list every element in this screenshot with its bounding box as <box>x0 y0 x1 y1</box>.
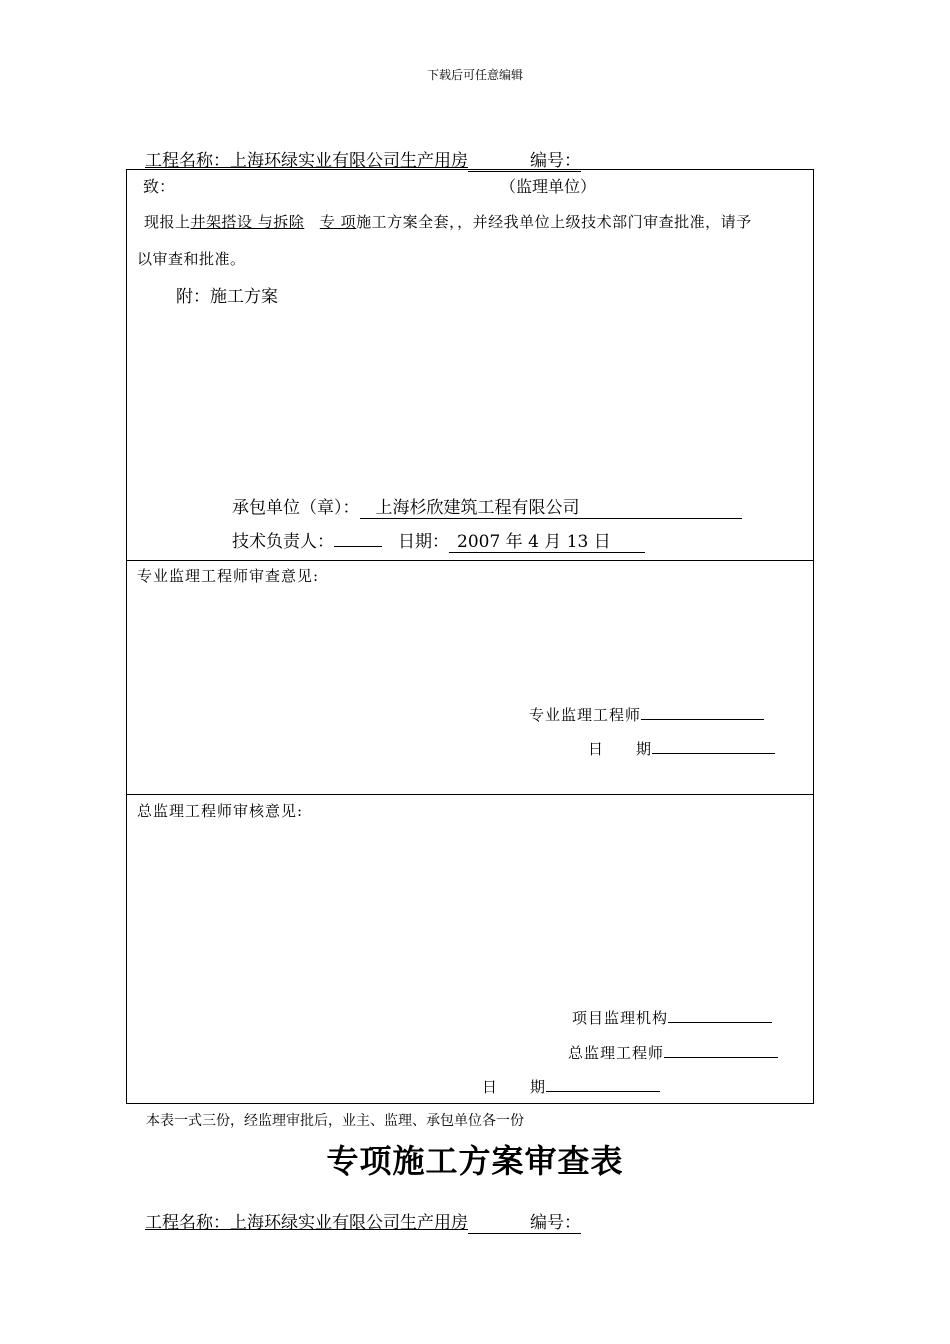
specialist-engineer-blank[interactable] <box>641 703 764 720</box>
date-value: 2007 年 4 月 13 日 <box>457 532 611 552</box>
chief-date-blank[interactable] <box>546 1075 660 1092</box>
chief-engineer-label: 总监理工程师 <box>568 1044 665 1062</box>
header-note: 下载后可任意编辑 <box>426 68 523 82</box>
contractor-name: 上海杉欣建筑工程有限公司 <box>375 498 580 518</box>
project-number-label: 编号： <box>530 151 581 171</box>
divider-2 <box>126 794 814 795</box>
page-title: 专项施工方案审查表 <box>326 1142 624 1180</box>
project2-name: 上海环绿实业有限公司生产用房 <box>230 1213 468 1233</box>
divider-1 <box>126 560 814 561</box>
form-frame <box>126 169 814 1104</box>
chief-date-line <box>482 1075 660 1097</box>
body-item: 井架搭设 与拆除 <box>190 213 305 231</box>
chief-heading: 总监理工程师审核意见: <box>137 802 304 820</box>
specialist-engineer-label: 专业监理工程师 <box>529 706 642 724</box>
body-prefix: 现报上 <box>144 213 191 231</box>
contractor-line <box>232 493 742 519</box>
project-label: 工程名称： <box>145 151 230 171</box>
project-line <box>145 146 581 171</box>
specialist-date-line <box>588 737 775 759</box>
body-text-1: 施工方案全套，，并经我单位上级技术部门审查批准，请予 <box>356 213 752 231</box>
project-line-2 <box>145 1208 581 1233</box>
project2-number-label: 编号： <box>530 1213 581 1233</box>
attachment: 附：施工方案 <box>176 287 278 307</box>
tech-lead-line <box>232 527 645 553</box>
chief-org-line <box>572 1006 772 1028</box>
tech-lead-blank[interactable] <box>334 530 382 547</box>
specialist-date-label: 日 期 <box>588 740 653 758</box>
chief-org-blank[interactable] <box>668 1006 772 1023</box>
chief-org-label: 项目监理机构 <box>572 1009 669 1027</box>
footer-note: 本表一式三份，经监理审批后，业主、监理、承包单位各一份 <box>146 1113 524 1129</box>
body-line-2: 以审查和批准。 <box>137 250 246 268</box>
contractor-label: 承包单位（章）： <box>232 498 360 518</box>
date-label: 日期： <box>398 532 449 552</box>
chief-engineer-line <box>568 1041 778 1063</box>
tech-lead-label: 技术负责人： <box>232 532 334 552</box>
body-line-1 <box>144 211 752 232</box>
chief-engineer-blank[interactable] <box>664 1041 778 1058</box>
project2-label: 工程名称： <box>145 1213 230 1233</box>
specialist-date-blank[interactable] <box>652 737 775 754</box>
specialist-engineer-line <box>529 703 764 725</box>
supervisor-unit: （监理单位） <box>500 177 597 196</box>
to-label: 致： <box>143 177 176 196</box>
body-item-suffix: 专 项 <box>319 213 357 231</box>
project-name: 上海环绿实业有限公司生产用房 <box>230 151 468 171</box>
chief-date-label: 日 期 <box>482 1078 547 1096</box>
specialist-heading: 专业监理工程师审查意见: <box>137 567 320 585</box>
